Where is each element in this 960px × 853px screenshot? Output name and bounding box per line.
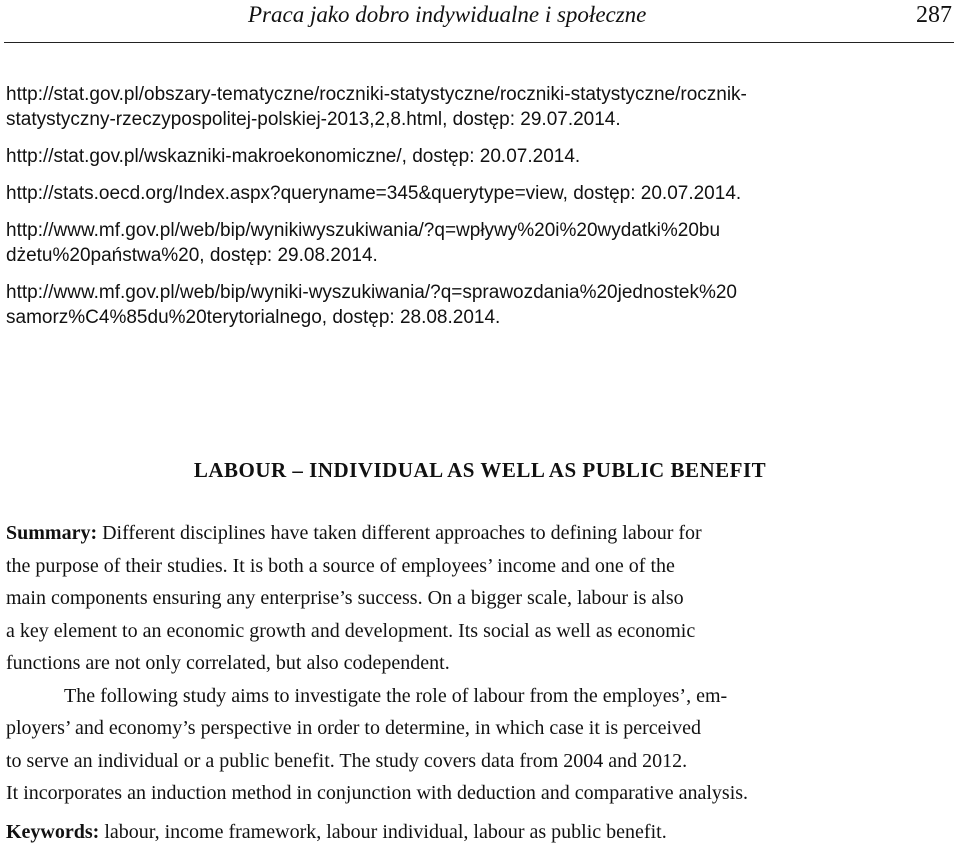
reference-list xyxy=(6,82,954,342)
summary xyxy=(6,517,954,810)
header-rule xyxy=(4,42,954,43)
summary-line xyxy=(6,517,954,550)
reference-line: http://stats.oecd.org/Index.aspx?queryname=345&querytype=view, dostęp: 20.07.2014. xyxy=(6,183,742,204)
page-number: 287 xyxy=(916,2,952,28)
summary-label: Summary: xyxy=(6,522,98,544)
keywords-label: Keywords: xyxy=(6,821,100,843)
summary-line: to serve an individual or a public benefit. The study covers data from 2004 and 2012. xyxy=(6,749,688,772)
english-title: LABOUR – INDIVIDUAL AS WELL AS PUBLIC BENEFIT xyxy=(193,458,767,482)
summary-line: ployers’ and economy’s perspective in order to determine, in which case it is perceived xyxy=(6,717,701,739)
reference-line: dżetu%20państwa%20, dostęp: 29.08.2014. xyxy=(6,245,378,266)
summary-line: The following study aims to investigate the role of labour from the employes’, em- xyxy=(64,684,728,707)
page-header xyxy=(0,0,960,44)
reference-item xyxy=(6,280,954,330)
keywords-text: labour, income framework, labour individual, labour as public benefit. xyxy=(99,821,667,843)
summary-line: the purpose of their studies. It is both a source of employees’ income and one of the xyxy=(6,554,675,577)
summary-line: a key element to an economic growth and development. Its social as well as economic xyxy=(6,619,696,642)
summary-line: functions are not only correlated, but also codependent. xyxy=(6,652,450,674)
summary-line: It incorporates an induction method in conjunction with deduction and comparative analysis. xyxy=(6,782,749,804)
reference-item xyxy=(6,144,954,169)
summary-paragraph-1 xyxy=(6,517,954,680)
keywords xyxy=(6,821,667,844)
summary-text: Different disciplines have taken different approaches to defining labour for xyxy=(97,522,702,544)
reference-line: http://www.mf.gov.pl/web/bip/wynikiwyszukiwania/?q=wpływy%20i%20wydatki%20bu xyxy=(6,220,721,241)
reference-line: http://www.mf.gov.pl/web/bip/wyniki-wyszukiwania/?q=sprawozdania%20jednostek%20 xyxy=(6,282,737,303)
running-title: Praca jako dobro indywidualne i społeczne xyxy=(248,2,647,27)
reference-line: samorz%C4%85du%20terytorialnego, dostęp: 28.08.2014. xyxy=(6,307,501,328)
summary-paragraph-2 xyxy=(6,680,954,810)
reference-item xyxy=(6,181,954,206)
reference-line: http://stat.gov.pl/obszary-tematyczne/roczniki-statystyczne/roczniki-statystyczne/rocznik- xyxy=(6,84,747,105)
reference-line: statystyczny-rzeczypospolitej-polskiej-2013,2,8.html, dostęp: 29.07.2014. xyxy=(6,109,621,130)
reference-item xyxy=(6,218,954,268)
reference-item xyxy=(6,82,954,132)
summary-line: main components ensuring any enterprise’s success. On a bigger scale, labour is also xyxy=(6,587,684,609)
reference-line: http://stat.gov.pl/wskazniki-makroekonomiczne/, dostęp: 20.07.2014. xyxy=(6,146,581,167)
